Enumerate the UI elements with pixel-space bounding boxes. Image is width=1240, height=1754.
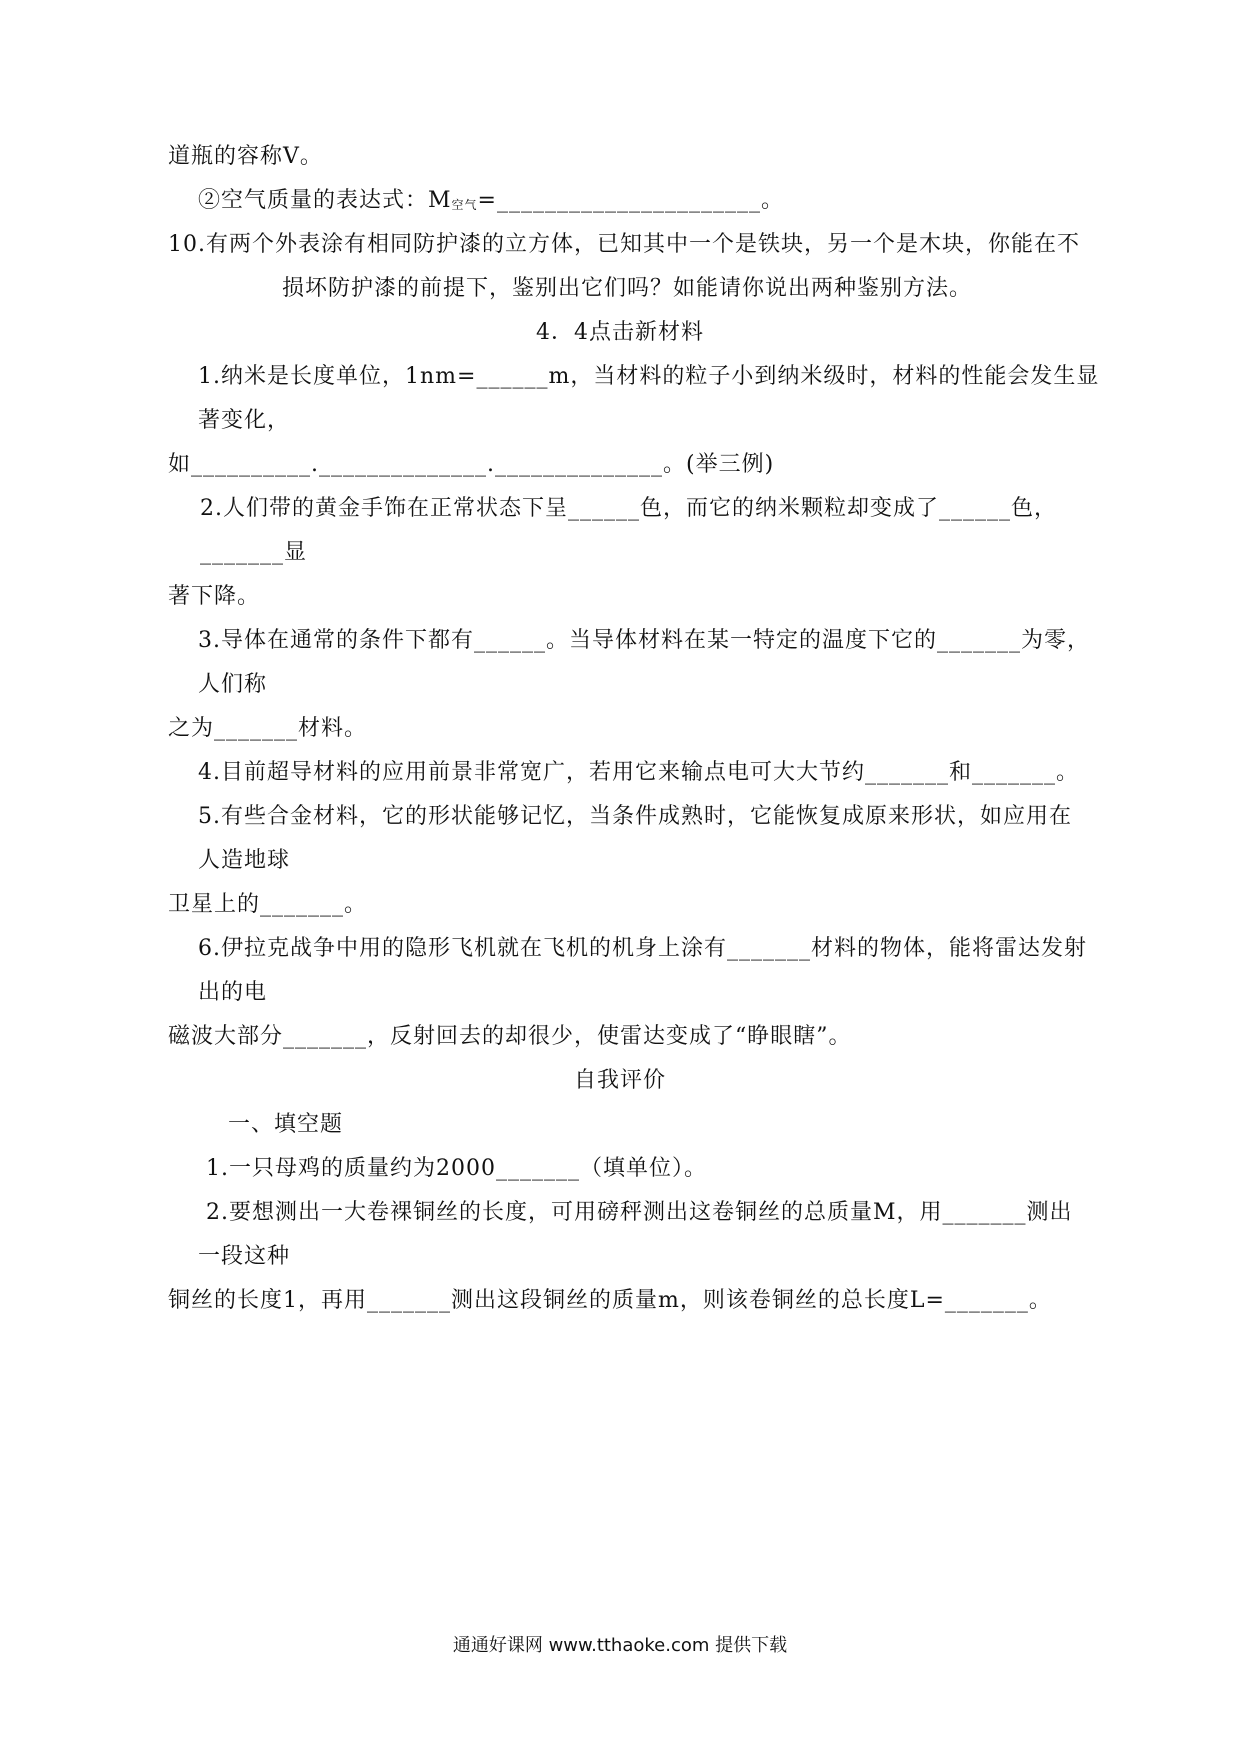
text-line: 著变化， (198, 408, 291, 433)
section-heading: 4．4点击新材料 (536, 320, 704, 345)
text-line: 铜丝的长度1，再用_______测出这段铜丝的质量m，则该卷铜丝的总长度L=_______。 (168, 1288, 1052, 1313)
page-footer: 通通好课网 www.tthaoke.com 提供下载 (452, 1635, 788, 1656)
text-line: 1.一只母鸡的质量约为2000_______（填单位）。 (206, 1156, 707, 1181)
text-line: 人们称 (198, 672, 268, 697)
text-line: 3.导体在通常的条件下都有______。当导体材料在某一特定的温度下它的_______为零， (198, 628, 1090, 653)
text-line: 卫星上的_______。 (168, 892, 368, 917)
text-line: _______显 (200, 540, 308, 565)
text-fragment: =______________________。 (477, 188, 784, 213)
text-line: 人造地球 (198, 848, 291, 873)
text-line: 1.纳米是长度单位，1nm=______m，当材料的粒子小到纳米级时，材料的性能会发生显 (198, 364, 1100, 389)
question-10-line-2: 损坏防护漆的前提下，鉴别出它们吗？如能请你说出两种鉴别方法。 (282, 276, 973, 301)
subscript: 空气 (451, 198, 478, 212)
air-mass-expression-line (198, 186, 784, 218)
text-line: 一段这种 (198, 1244, 291, 1269)
section-heading: 自我评价 (573, 1068, 666, 1093)
text-line: 4.目前超导材料的应用前景非常宽广，若用它来输点电可大大节约_______和_______。 (198, 760, 1079, 785)
subsection-heading: 一、填空题 (228, 1112, 344, 1137)
text-line: 之为_______材料。 (168, 716, 368, 741)
text-line: 2.人们带的黄金手饰在正常状态下呈______色，而它的纳米颗粒却变成了______色， (200, 496, 1057, 521)
text-line: 如__________.______________.______________。(举三例) (168, 452, 775, 477)
text-line: 磁波大部分_______，反射回去的却很少，使雷达变成了“睁眼瞎”。 (168, 1024, 852, 1049)
question-10-line-1: 10.有两个外表涂有相同防护漆的立方体，已知其中一个是铁块，另一个是木块，你能在不 (168, 232, 1080, 257)
text-line: 出的电 (198, 980, 268, 1005)
text-line: 5.有些合金材料，它的形状能够记忆，当条件成熟时，它能恢复成原来形状，如应用在 (198, 804, 1072, 829)
text-line: 6.伊拉克战争中用的隐形飞机就在飞机的机身上涂有_______材料的物体，能将雷达发射 (198, 936, 1087, 961)
text-line: 2.要想测出一大卷裸铜丝的长度，可用磅秤测出这卷铜丝的总质量M，用_______测出 (206, 1200, 1073, 1225)
text-fragment: ②空气质量的表达式：M (198, 188, 452, 213)
text-line: 著下降。 (168, 584, 261, 609)
text-line: 道瓶的容称V。 (168, 144, 323, 169)
